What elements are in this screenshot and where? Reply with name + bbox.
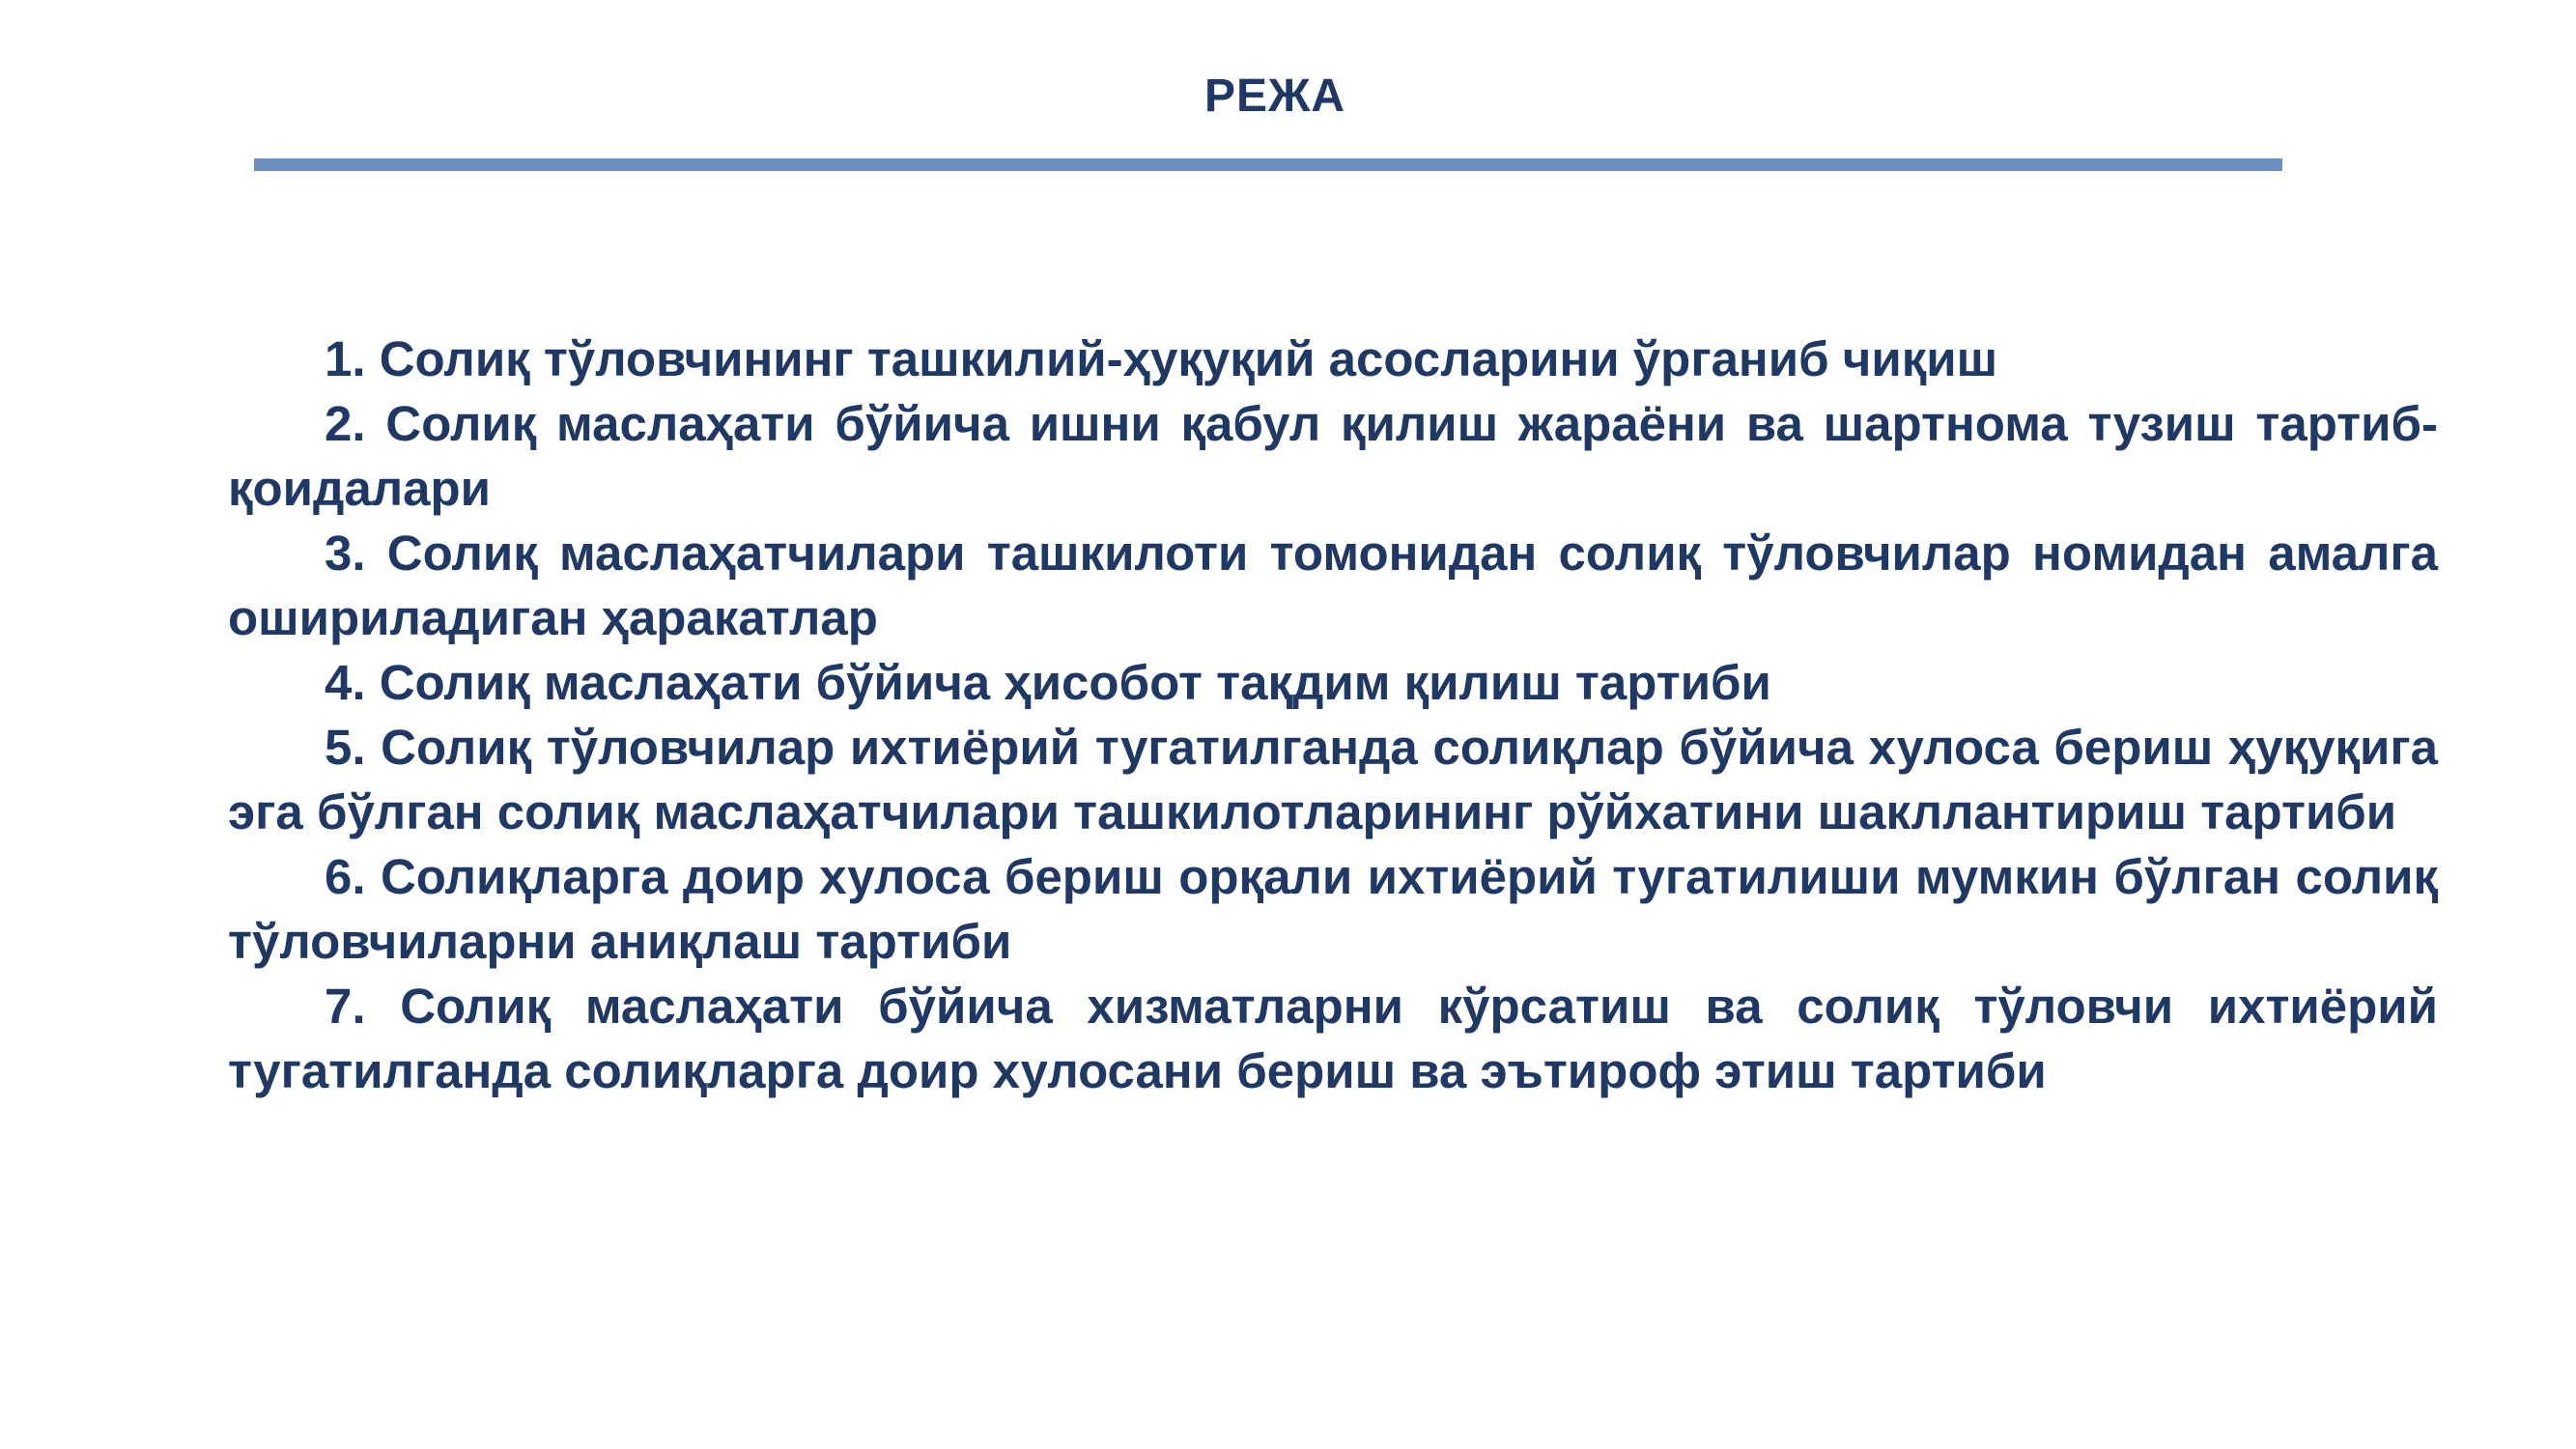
plan-item-4: 4. Солиқ маслаҳати бўйича ҳисобот тақдим қилиш тартиби: [325, 655, 1771, 710]
title-underline-rule: [254, 158, 2282, 171]
slide-title: РЕЖА: [1203, 71, 1346, 122]
plan-item-2: 2. Солиқ маслаҳати бўйича ишни қабул қилиш жараёни ва шартнома тузиш тартиб-қоидалари: [228, 396, 2438, 516]
plan-list: [228, 327, 2438, 1103]
plan-item-7: 7. Солиқ маслаҳати бўйича хизматларни кўрсатиш ва солиқ тўловчи ихтиёрий тугатилганда солиқларга доир хулосани бериш ва эътироф этиш тартиби: [228, 979, 2438, 1098]
plan-item-6: 6. Солиқларга доир хулоса бериш орқали ихтиёрий тугатилиши мумкин бўлган солиқ тўловчиларни аниқлаш тартиби: [228, 849, 2438, 969]
plan-item-1: 1. Солиқ тўловчининг ташкилий-ҳуқуқий асосларини ўрганиб чиқиш: [325, 331, 1998, 386]
plan-item-3: 3. Солиқ маслаҳатчилари ташкилоти томонидан солиқ тўловчилар номидан амалга ошириладиган ҳаракатлар: [228, 526, 2438, 645]
plan-item-5: 5. Солиқ тўловчилар ихтиёрий тугатилганда солиқлар бўйича хулоса бериш ҳуқуқига эга бўлган солиқ маслаҳатчилари ташкилотларининг рўйхатини шакллантириш тартиби: [228, 720, 2438, 839]
